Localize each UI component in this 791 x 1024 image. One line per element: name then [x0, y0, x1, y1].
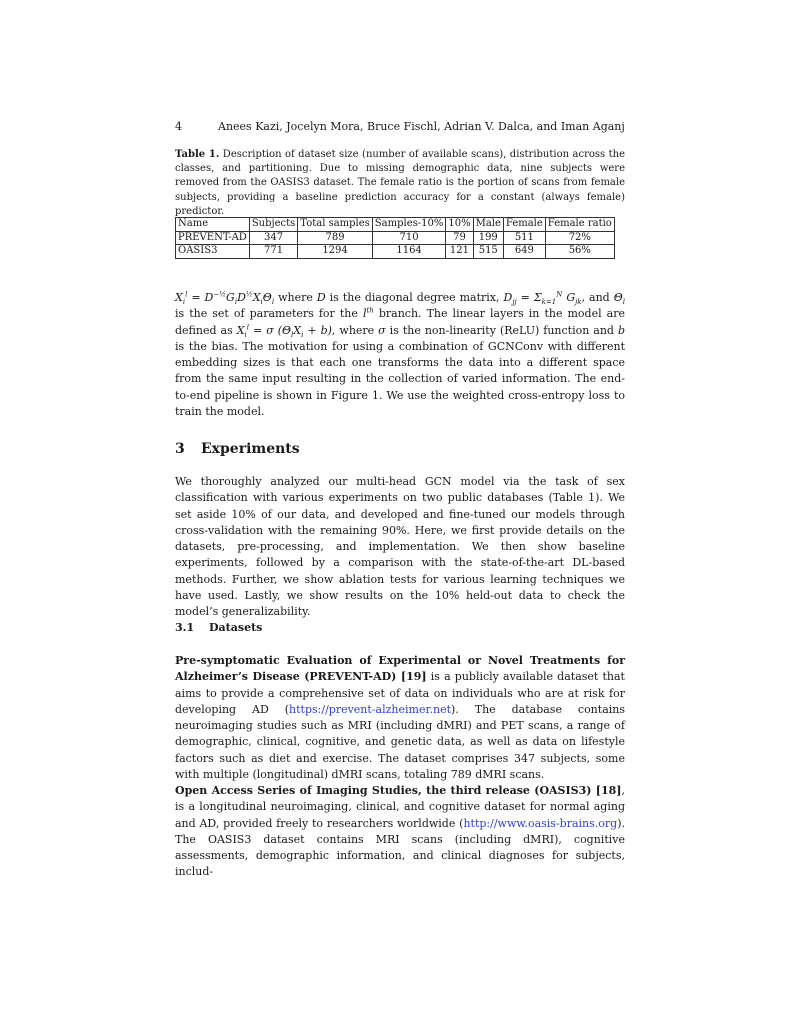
paragraph: We thoroughly analyzed our multi-head GCN model via the task of sex classification with various experiments on two public databases (Table 1). We set aside 10% of our data, and developed and fine-tuned our models through cross-validation with the remaining 90%. Here, we first provide details on the datasets, pre-processing, and implementation. We then show baseline experiments, followed by a comparison with the state-of-the-art DL-based methods. Further, we show ablation tests for various learning techniques we have used. Lastly, we show results on the 10% held-out data to check the model’s generalizability.: [175, 475, 625, 619]
page-number: 4: [175, 120, 182, 133]
paragraph: $X_i^l = D^{-\frac{1}{2}}G_iD^{\frac{1}{2}}X_i\Theta_l$ where D is the diagonal degree matrix, $D_{jj} = \Sigma_{k=1}^N$ $G_{jk}$, and $\Theta_l$ is the set of parameters for the $l^{th}$ branch. The linear layers in the model are defined as $X_i^l = \sigma$ $(\Theta_lX_i + b)$, where σ is the non-linearity (ReLU) function and b is the bias. The motivation for using a combination of GCNConv with different embedding sizes is that each one transforms the data into a different space from the same input resulting in the collection of varied information. The end-to-end pipeline is shown in Figure 1. We use the weighted cross-entropy loss to train the model.: [175, 290, 625, 419]
table-row: [176, 245, 615, 259]
table-cell: 1294: [298, 245, 373, 259]
table-cell: 515: [473, 245, 503, 259]
paragraph: Open Access Series of Imaging Studies, the third release (OASIS3) [18], is a longitudinal neuroimaging, clinical, and cognitive dataset for normal aging and AD, provided freely to researchers worldwide (http://www.oasis-brains.org). The OASIS3 dataset contains MRI scans (including dMRI), cognitive assessments, demographic information, and clinical diagnoses for subjects, includ-: [175, 784, 625, 879]
paragraph: Pre-symptomatic Evaluation of Experimental or Novel Treatments for Alzheimer’s Disease (PREVENT-AD) [19] is a publicly available dataset that aims to provide a comprehensive set of data on individuals who are at risk for developing AD (https://prevent-alzheimer.net). The database contains neuroimaging studies such as MRI (including dMRI) and PET scans, a range of demographic, clinical, cognitive, and genetic data, as well as data on lifestyle factors such as diet and exercise. The dataset comprises 347 subjects, some with multiple (longitudinal) dMRI scans, totaling 789 dMRI scans.: [175, 654, 625, 782]
table-caption-text: Description of dataset size (number of available scans), distribution across the classes, and partitioning. Due to missing demographic data, nine subjects were removed from the OASIS3 dataset. The female ratio is the portion of scans from female subjects, providing a baseline prediction accuracy for a constant (always female) predictor.: [175, 149, 625, 217]
table-header-cell: Samples-10%: [372, 218, 446, 232]
prevent-link[interactable]: https://prevent-alzheimer.net: [289, 702, 452, 716]
table-cell: 1164: [372, 245, 446, 259]
experiments-paragraph: [175, 474, 625, 621]
equation: $D_{jj} = \Sigma_{k=1}^N$ $G_{jk}$: [503, 290, 582, 307]
section-number: 3: [175, 441, 185, 457]
equation: $X_i^l = D^{-\frac{1}{2}}G_iD^{\frac{1}{2}}X_i\Theta_l$: [175, 290, 275, 307]
table-cell: 511: [503, 231, 545, 245]
table-header-cell: 10%: [446, 218, 473, 232]
table-cell: 56%: [545, 245, 614, 259]
table-cell: OASIS3: [176, 245, 250, 259]
oasis-link[interactable]: http://www.oasis-brains.org: [463, 816, 618, 830]
oasis-paragraph: [175, 783, 625, 881]
table-header-cell: Subjects: [249, 218, 297, 232]
table-row: [176, 231, 615, 245]
table-cell: 79: [446, 231, 473, 245]
table-caption: [175, 148, 625, 219]
table-cell: 72%: [545, 231, 614, 245]
subsection-number: 3.1: [175, 621, 195, 634]
table-cell: 347: [249, 231, 297, 245]
table-caption-label: Table 1.: [175, 149, 220, 160]
table-cell: 710: [372, 231, 446, 245]
dataset-heading: Pre-symptomatic Evaluation of Experimental or Novel Treatments for Alzheimer’s Disease (PREVENT-AD) [19]: [175, 654, 625, 684]
section-heading: [175, 441, 300, 457]
dataset-table: [175, 217, 615, 259]
table-header-cell: Female ratio: [545, 218, 614, 232]
equation: $X_i^l = \sigma$ $(\Theta_lX_i + b)$: [236, 322, 332, 339]
gcn-paragraph: [175, 290, 625, 420]
table-header-cell: Female: [503, 218, 545, 232]
table-header-cell: Male: [473, 218, 503, 232]
subsection-title: Datasets: [209, 621, 263, 634]
table-cell: 771: [249, 245, 297, 259]
table-cell: 789: [298, 231, 373, 245]
prevent-paragraph: [175, 653, 625, 783]
subsection-heading: [175, 621, 262, 634]
dataset-heading: Open Access Series of Imaging Studies, the third release (OASIS3) [18]: [175, 784, 622, 797]
table-header-cell: Total samples: [298, 218, 373, 232]
table-header-row: [176, 218, 615, 232]
table-cell: 199: [473, 231, 503, 245]
table-cell: 121: [446, 245, 473, 259]
section-title: Experiments: [201, 441, 300, 457]
table-cell: PREVENT-AD: [176, 231, 250, 245]
author-list: Anees Kazi, Jocelyn Mora, Bruce Fischl, Adrian V. Dalca, and Iman Aganj: [218, 120, 625, 133]
table-cell: 649: [503, 245, 545, 259]
table-header-cell: Name: [176, 218, 250, 232]
